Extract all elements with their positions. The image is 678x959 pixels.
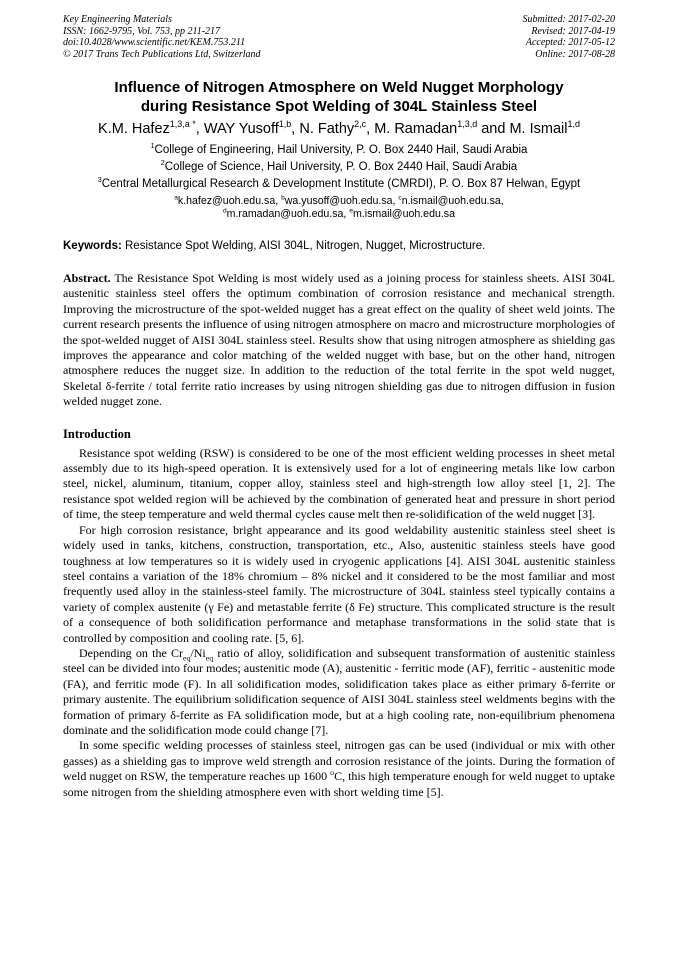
author-separator: , [195, 121, 204, 137]
paragraph-text: In some specific welding processes of stainless steel, nitrogen gas can be used (individual or mix with other gasses) as a shielding gas to improve weld strength and corrosion resistance of the joints. During the formation of weld nugget on RSW, the temperature reaches up 1600 [63, 738, 615, 784]
author-affil-mark: 1,3,a * [169, 119, 196, 130]
email-separator: , [392, 195, 399, 207]
author-affil-mark: 1,b [278, 119, 292, 130]
email-separator: , [343, 208, 350, 220]
author-affil-mark: 1,3,d [457, 119, 478, 130]
title-line: Influence of Nitrogen Atmosphere on Weld Nugget Morphology [114, 79, 564, 96]
email-mark: d [223, 207, 227, 215]
paragraph-text: /Ni [190, 645, 206, 660]
email-separator: , [500, 195, 504, 207]
journal-header [63, 14, 615, 60]
author-separator: , [291, 121, 300, 137]
email-mark: c [398, 194, 402, 202]
paper-title [63, 78, 615, 116]
abstract [63, 271, 615, 410]
abstract-label: Abstract. [63, 271, 111, 285]
email-mark: a [174, 194, 178, 202]
publication-dates [523, 14, 616, 60]
email-address[interactable]: wa.yusoff@uoh.edu.sa [284, 195, 393, 207]
intro-paragraph: Resistance spot welding (RSW) is considered to be one of the most efficient welding processes in sheet metal assembly due to its high-speed operation. It is extensively used for a lot of engineering metals like low carbon steel, nickel, aluminum, titanium, copper alloy, stainless steel and high-strength low alloy steel [1, 2]. The resistance spot welded region will be achieved by the combination of generated heat and pressure in short period of time, the steep temperature and weld thermal cycles cause melt then re-solidification of the weld nugget [3]. [63, 445, 615, 522]
keywords-label: Keywords: [63, 240, 122, 252]
keywords [63, 239, 615, 254]
date-accepted: Accepted: 2017-05-12 [525, 37, 615, 48]
email-separator: , [275, 195, 282, 207]
date-revised: Revised: 2017-04-19 [531, 25, 615, 37]
degree-superscript: o [330, 768, 335, 778]
section-heading-introduction: Introduction [63, 426, 131, 441]
author-separator: , [366, 121, 375, 137]
email-mark: e [349, 207, 353, 215]
affiliation [63, 176, 615, 193]
paper-page [63, 14, 615, 800]
affiliation [63, 159, 615, 176]
author-name: K.M. Hafez [98, 121, 170, 137]
author-name: M. Ismail [509, 121, 568, 137]
subscript: eq [183, 653, 191, 663]
affiliation-mark: 3 [97, 176, 102, 185]
email-line [63, 195, 615, 208]
journal-doi: doi:10.4028/www.scientific.net/KEM.753.211 [63, 37, 246, 48]
abstract-text: The Resistance Spot Welding is most widely used as a joining process for stainless sheets. AISI 304L austenitic stainless steel offers the optimum combination of corrosion resistance and mechanical strength. Improving the microstructure of the spot-welded nugget has a great effect on the quality of sheet weld joints. The current research presents the influence of using nitrogen atmosphere on macro and microstructure morphologies of the spot-welded nugget of AISI 304L stainless steel. Results show that using nitrogen atmosphere as shielding gas improves the appearance and color matching of the welded nugget with base, but on the other hand, nitrogen atmosphere reduces the nugget size. In addition to the reduction of the total ferrite in the spot weld nugget, Skeletal δ-ferrite / total ferrite ratio increases by using nitrogen shielding gas due to nitrogen diffusion in fusion welded nugget zone. [63, 271, 615, 409]
affiliation-text: Central Metallurgical Research & Development Institute (CMRDI), P. O. Box 87 Helwan, Egypt [101, 178, 581, 190]
journal-name: Key Engineering Materials [63, 14, 172, 25]
journal-issn: ISSN: 1662-9795, Vol. 753, pp 211-217 [63, 25, 221, 37]
keywords-text: Resistance Spot Welding, AISI 304L, Nitrogen, Nugget, Microstructure. [121, 240, 486, 252]
paragraph-text: ratio of alloy, solidification and subsequent transformation of austenitic stainless steel can be divided into four modes; austenitic mode (A), austenitic - ferritic mode (AF), ferritic - austenitic mode (FA), and ferritic mode (F). In all solidification modes, solidification takes place as either primary δ-ferrite or primary austenite. The equilibrium solidification sequence of AISI 304L stainless steel weldments begins with the formation of primary δ-ferrite as FA solidification mode, but at a high cooling rate, non-equilibrium phenomena dominate and the solidification mode could change [7]. [63, 645, 616, 737]
journal-info [63, 14, 261, 60]
email-address[interactable]: n.ismail@uoh.edu.sa [401, 195, 501, 207]
author-separator: and [477, 121, 510, 137]
author-name: WAY Yusoff [203, 121, 279, 137]
email-address[interactable]: m.ismail@uoh.edu.sa [352, 208, 455, 220]
email-line [63, 208, 615, 221]
affiliation-mark: 1 [150, 142, 155, 151]
intro-paragraph [63, 738, 615, 800]
intro-paragraph: For high corrosion resistance, bright appearance and its good weldability austenitic stainless steel sheet is widely used in tanks, kitchens, construction, transportation, etc., Also, austenitic stainless steels have good toughness at low temperatures so it is widely used in cryogenic applications [4]. AISI 304L austenitic stainless steel contains a variation of the 18% chromium – 8% nickel and it considered to be the most familiar and most frequently used alloy in the stainless-steel family. The microstructure of 304L stainless steel typically contains a variety of complex austenite (γ Fe) and metastable ferrite (δ Fe) structure. This complicated structure is the result of a consequence of both solidification performance and metaphase transformations in the solid state that is controlled by composition and cooling rate. [5, 6]. [63, 522, 615, 645]
author-name: M. Ramadan [374, 121, 458, 137]
paragraph-text: Depending on the Cr [79, 645, 184, 660]
affiliation [63, 142, 615, 159]
date-submitted: Submitted: 2017-02-20 [522, 14, 615, 25]
date-online: Online: 2017-08-28 [535, 48, 615, 60]
author-list [63, 120, 615, 139]
author-affil-mark: 2,c [354, 119, 367, 130]
affiliation-text: College of Science, Hail University, P. O. Box 2440 Hail, Saudi Arabia [164, 161, 518, 173]
paragraph-text: C, this high temperature enough for weld nugget to uptake some nitrogen from the shielding atmosphere even with short welding time [5]. [63, 769, 615, 799]
subscript: eq [205, 653, 214, 663]
author-affil-mark: 1,d [567, 119, 580, 130]
author-emails [63, 195, 615, 221]
intro-paragraph [63, 646, 615, 738]
affiliation-text: College of Engineering, Hail University, P. O. Box 2440 Hail, Saudi Arabia [154, 144, 528, 156]
affiliation-mark: 2 [160, 159, 165, 168]
email-address[interactable]: m.ramadan@uoh.edu.sa [226, 208, 344, 220]
email-address[interactable]: k.hafez@uoh.edu.sa [177, 195, 276, 207]
email-mark: b [281, 194, 285, 202]
journal-copyright: © 2017 Trans Tech Publications Ltd, Switzerland [63, 48, 261, 60]
author-name: N. Fathy [299, 121, 355, 137]
title-line: during Resistance Spot Welding of 304L Stainless Steel [140, 98, 538, 115]
